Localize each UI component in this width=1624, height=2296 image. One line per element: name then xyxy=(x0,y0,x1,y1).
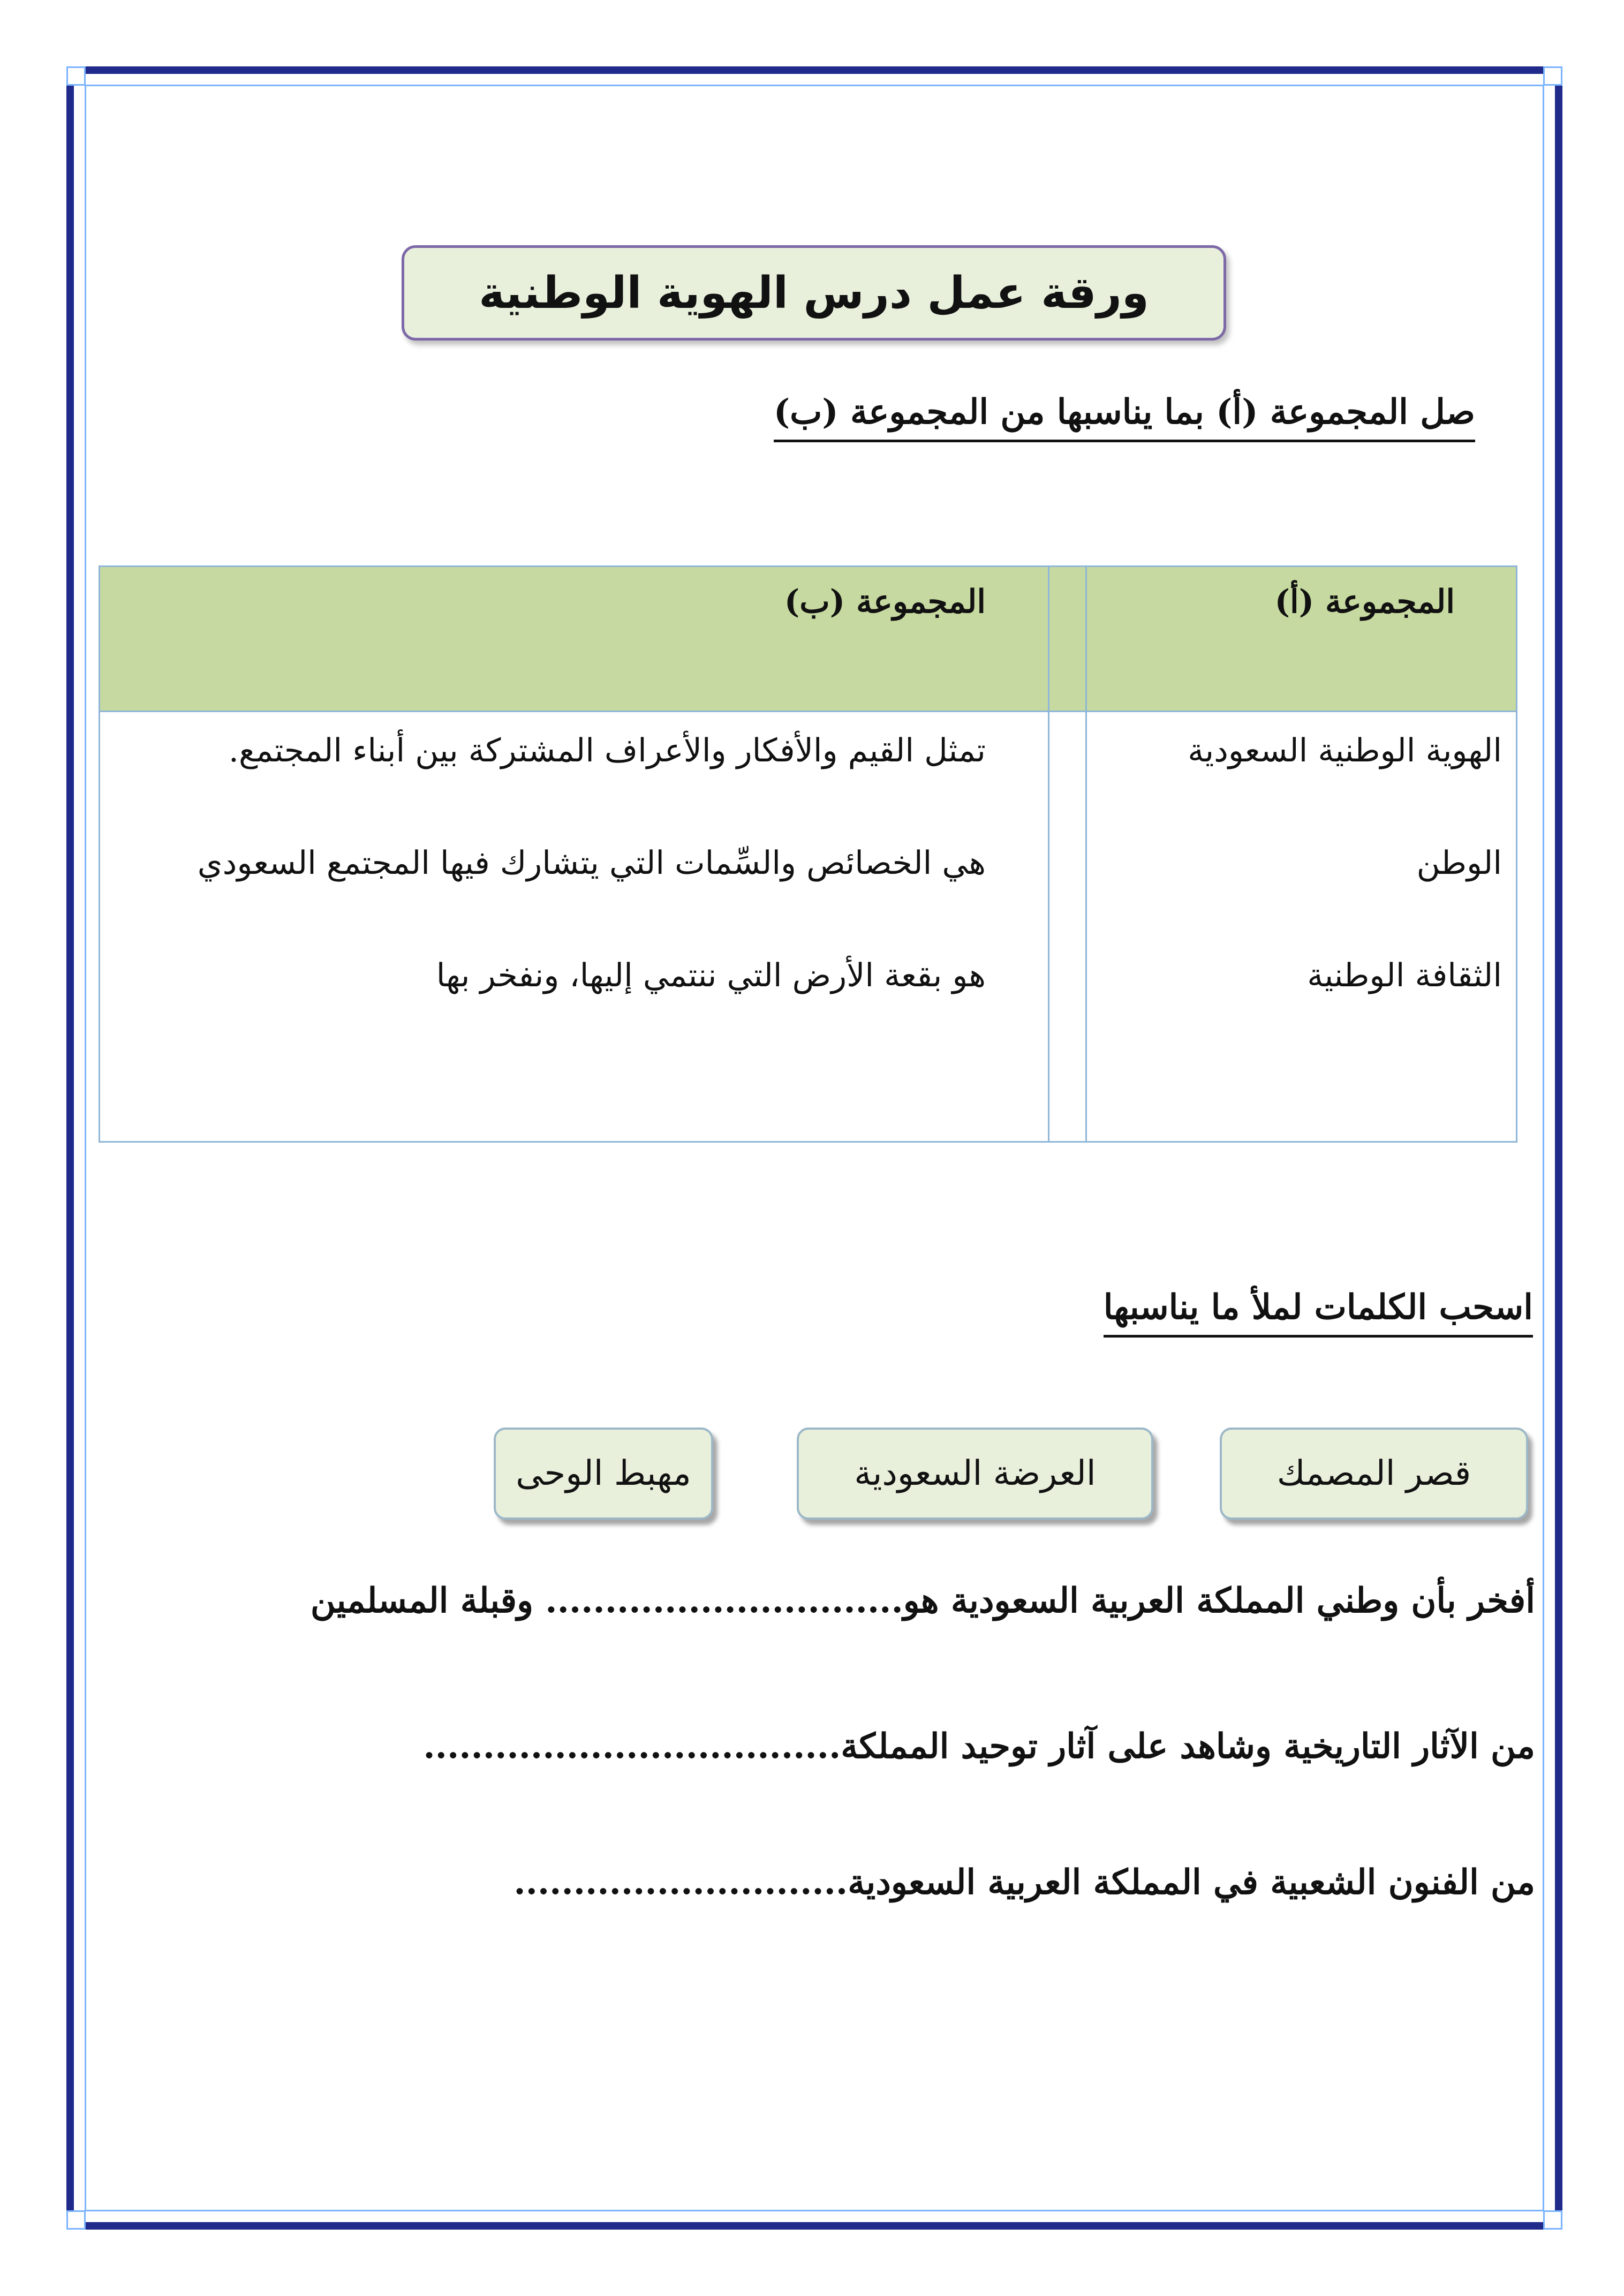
word-label: العرضة السعودية xyxy=(854,1454,1096,1493)
fill-sentence-1[interactable]: أفخر بأن وطني المملكة العربية السعودية هو.............................. وقبلة المسلمين xyxy=(310,1581,1535,1621)
word-box-ardah[interactable] xyxy=(797,1428,1153,1520)
title-box xyxy=(402,245,1226,341)
page-title: ورقة عمل درس الهوية الوطنية xyxy=(479,267,1149,319)
word-label: مهبط الوحى xyxy=(516,1454,691,1493)
item-a-2[interactable]: الوطن xyxy=(1416,844,1502,882)
frame-corner-top-left xyxy=(66,66,86,86)
fill-instruction: اسحب الكلمات لملأ ما يناسبها xyxy=(1104,1287,1533,1338)
table-divider-a xyxy=(1085,567,1087,1141)
word-label: قصر المصمك xyxy=(1276,1454,1471,1493)
fill-sentence-2[interactable]: من الآثار التاريخية وشاهد على آثار توحيد المملكة................................... xyxy=(423,1726,1535,1766)
item-b-1[interactable]: تمثل القيم والأفكار والأعراف المشتركة بين أبناء المجتمع. xyxy=(228,732,986,769)
item-b-2[interactable]: هي الخصائص والسِّمات التي يتشارك فيها المجتمع السعودي xyxy=(197,844,986,882)
item-a-3[interactable]: الثقافة الوطنية xyxy=(1307,957,1502,994)
header-group-a: المجموعة (أ) xyxy=(1274,583,1455,621)
frame-corner-bottom-right xyxy=(1543,2210,1562,2230)
table-divider-mid xyxy=(1048,567,1049,1141)
match-table xyxy=(99,565,1517,1143)
fill-sentence-3[interactable]: من الفنون الشعبية في المملكة العربية السعودية............................ xyxy=(513,1862,1535,1902)
frame-corner-top-right xyxy=(1543,66,1562,86)
frame-corner-bottom-left xyxy=(66,2210,86,2230)
word-box-mahbit-wahy[interactable] xyxy=(494,1428,713,1520)
header-group-b: المجموعة (ب) xyxy=(784,583,986,621)
table-header-divider xyxy=(100,711,1516,712)
item-a-1[interactable]: الهوية الوطنية السعودية xyxy=(1188,732,1502,769)
match-instruction: صل المجموعة (أ) بما يناسبها من المجموعة (ب) xyxy=(774,392,1475,442)
item-b-3[interactable]: هو بقعة الأرض التي ننتمي إليها، ونفخر بها xyxy=(436,957,986,994)
word-box-qasr-masmak[interactable] xyxy=(1220,1428,1528,1520)
